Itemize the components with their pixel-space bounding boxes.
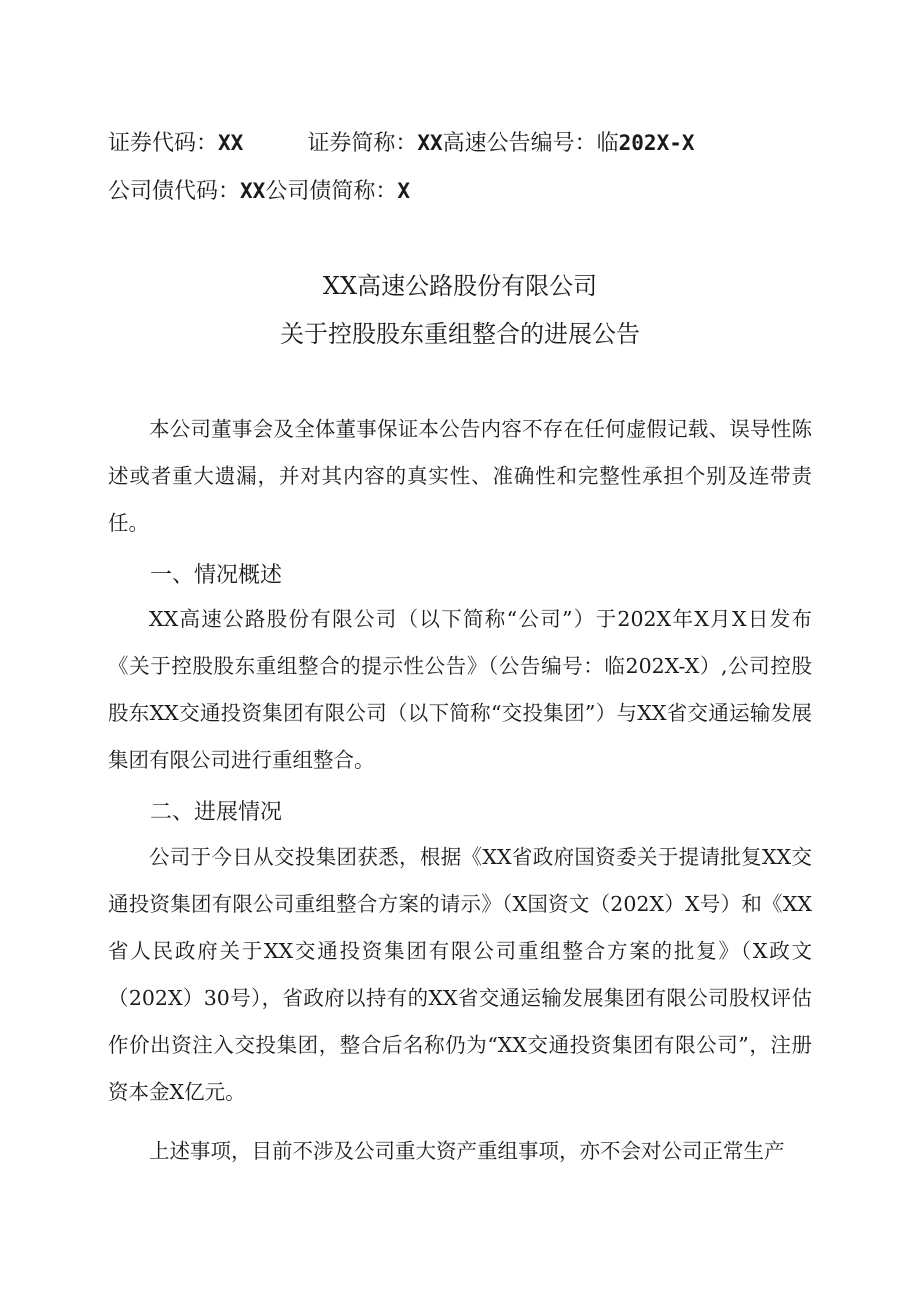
document-title-company: XX高速公路股份有限公司 <box>322 272 598 300</box>
section-heading-overview: 一、情况概述 <box>150 563 283 588</box>
bond-code-label: 公司债代码： <box>108 179 241 204</box>
securities-code-value: XX <box>218 131 244 155</box>
bond-short-name-label: 公司债简称： <box>265 179 398 204</box>
securities-short-name-label: 证券简称： <box>307 131 418 156</box>
securities-short-name-value: XX <box>417 131 443 155</box>
announcement-number-label: 高速公告编号：临 <box>442 131 619 156</box>
header-line-securities <box>108 128 695 159</box>
securities-code-label: 证券代码： <box>108 131 219 156</box>
section-progress-paragraph: 公司于今日从交投集团获悉，根据《XX省政府国资委关于提请批复XX交通投资集团有限公司重组整合方案的请示》（X国资文（202X）X号）和《XX省人民政府关于XX交通投资集团有限公司重组整合方案的批复》（X政文（202X）30号），省政府以持有的XX省交通运输发展集团有限公司股权评估作价出资注入交投集团，整合后名称仍为“XX交通投资集团有限公司”，注册资本金X亿元。 <box>108 845 812 1104</box>
header-line-bond <box>108 176 410 207</box>
section-overview-paragraph: XX高速公路股份有限公司（以下简称“公司”）于202X年X月X日发布《关于控股股东重组整合的提示性公告》（公告编号：临202X-X）,公司控股股东XX交通投资集团有限公司（以下简称“交投集团”）与XX省交通运输发展集团有限公司进行重组整合。 <box>108 607 812 772</box>
announcement-number-value: 202X-X <box>618 131 695 155</box>
intro-paragraph: 本公司董事会及全体董事保证本公告内容不存在任何虚假记载、误导性陈述或者重大遗漏，并对其内容的真实性、准确性和完整性承担个别及连带责任。 <box>108 417 812 535</box>
section-progress-paragraph-2: 上述事项，目前不涉及公司重大资产重组事项，亦不会对公司正常生产 <box>149 1139 785 1163</box>
document-title-subject: 关于控股股东重组整合的进展公告 <box>280 320 640 348</box>
bond-short-name-value: X <box>397 179 410 203</box>
section-heading-progress: 二、进展情况 <box>150 800 283 825</box>
bond-code-value: XX <box>240 179 266 203</box>
